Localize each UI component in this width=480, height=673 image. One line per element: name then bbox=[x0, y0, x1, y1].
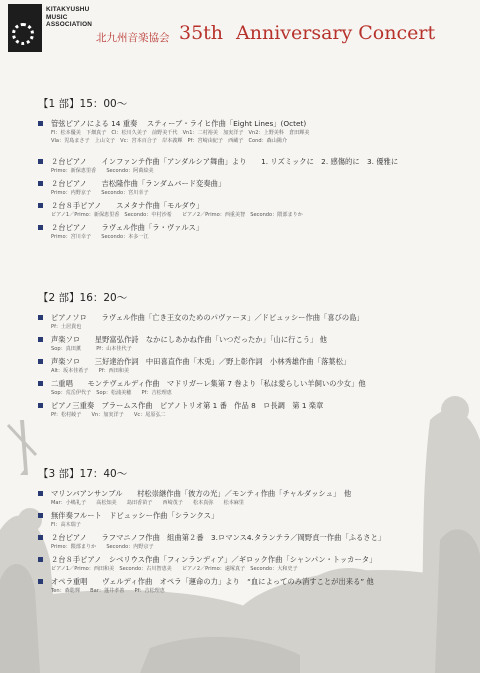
performers: Fl：高木瑞子 bbox=[51, 522, 81, 528]
performers: Vla：児島まさ子 上山文子 Vc：宮本百合子 岸本義輝 Pf：宮崎由紀子 西蔵子 Cond：森山陽介 bbox=[51, 138, 288, 144]
performers: Alt：坂本佳希子 Pf：西田和美 bbox=[51, 368, 129, 374]
program-item bbox=[38, 533, 478, 551]
program-title: オペラ重唱 ヴェルディ作曲 オペラ「運命の力」より “血によってのみ消すことが出来る” 他 bbox=[51, 577, 374, 586]
concert-title: Anniversary Concert bbox=[236, 22, 436, 44]
bullet-square bbox=[38, 121, 43, 126]
part-heading: 【2 部】16：20～ bbox=[38, 292, 128, 304]
part-heading: 【1 部】15：00～ bbox=[38, 98, 128, 110]
part-1-section bbox=[38, 96, 478, 245]
bullet-square bbox=[38, 225, 43, 230]
gear-icon bbox=[12, 23, 34, 45]
association-logo bbox=[8, 4, 93, 58]
performers: ピアノ1／Primo：新保恵里香 Secondo：中村沙希 ピアノ2／Primo：西重美智 Secondo：隈部まりか bbox=[51, 212, 303, 218]
program-title: ピアノソロ ラヴェル作曲「亡き王女のためのパヴァーヌ」／ドビュッシー作曲「喜びの島」 bbox=[51, 313, 364, 322]
program-item bbox=[38, 555, 478, 573]
performers: Primo：宮川幸子 Secondo：本多一江 bbox=[51, 234, 149, 240]
bullet-square bbox=[38, 159, 43, 164]
performers: Primo：隈部まりか Secondo：内野京子 bbox=[51, 544, 154, 550]
program-title: 無伴奏フルート ドビュッシー作曲「シランクス」 bbox=[51, 511, 219, 520]
part-3-section bbox=[38, 466, 478, 599]
program-title: 管弦ピアノによる 14 重奏 スティーブ・ライヒ作曲「Eight Lines」(Octet) bbox=[51, 119, 307, 128]
program-item bbox=[38, 489, 478, 507]
performers: Ten：森聡輝 Bar：蓬井孝善 Pf：吉松理恵 bbox=[51, 588, 165, 594]
performers: Pf：土居貴也 bbox=[51, 324, 82, 330]
bullet-square bbox=[38, 535, 43, 540]
bullet-square bbox=[38, 315, 43, 320]
logo-text: KITAKYUSHU MUSIC ASSOCIATION bbox=[46, 6, 93, 29]
bullet-square bbox=[38, 579, 43, 584]
program-item bbox=[38, 119, 478, 145]
performers: Sop：荒岳伊代子 Sop：松浦美穂 Pf：吉松理恵 bbox=[51, 390, 172, 396]
bullet-square bbox=[38, 513, 43, 518]
program-title: ２台ピアノ インファンテ作曲「アンダルシア舞曲」より 1. リズミックに 2. 感傷的に 3. 優雅に bbox=[51, 157, 399, 166]
program-item bbox=[38, 223, 478, 241]
bullet-square bbox=[38, 359, 43, 364]
logo-mark bbox=[8, 4, 42, 52]
bullet-square bbox=[38, 557, 43, 562]
organizer-name: 北九州音楽協会 bbox=[96, 32, 170, 44]
bullet-square bbox=[38, 181, 43, 186]
bullet-square bbox=[38, 337, 43, 342]
performers: Mar：小嶋礼子 高松知美 島田香苗子 西崎茂子 松本真弥 松本麻里 bbox=[51, 500, 244, 506]
program-title: 声楽ソロ 星野富弘作詩 なかにしあかね作曲「いつだったか」「山に行こう」 他 bbox=[51, 335, 327, 344]
program-item bbox=[38, 379, 478, 397]
program-item bbox=[38, 335, 478, 353]
performers: Fl：松本優美 下畑真子 Cl：松川久美子 前野美千代 Vn1：二村裕美 加実洋子 Vn2：上野美科 倉田輝美 bbox=[51, 130, 310, 136]
bullet-square bbox=[38, 403, 43, 408]
program-item bbox=[38, 357, 478, 375]
part-heading: 【3 部】17：40～ bbox=[38, 468, 128, 480]
anniversary-number: 35th bbox=[179, 22, 224, 44]
program-title: ２台８手ピアノ スメタナ作曲「モルダウ」 bbox=[51, 201, 204, 210]
program-title: 声楽ソロ 三好達治作詞 中田喜直作曲「木兎」／野上彰作詞 小林秀雄作曲「落葉松」 bbox=[51, 357, 351, 366]
program-item bbox=[38, 179, 478, 197]
performers: Sop：真田薫 Pf：山本佳代子 bbox=[51, 346, 132, 352]
program-item bbox=[38, 201, 478, 219]
performers: Primo：新保恵里香 Secondo：阿萬絵美 bbox=[51, 168, 154, 174]
performers: Pf：松村綾子 Vn：加実洋子 Vc：尾原弘二 bbox=[51, 412, 166, 418]
program-item bbox=[38, 577, 478, 595]
program-title: ２台ピアノ ラヴェル作曲「ラ・ヴァルス」 bbox=[51, 223, 204, 232]
program-title: ピアノ三重奏 ブラームス作曲 ピアノトリオ第 1 番 作品 8 ロ長調 第 1 楽章 bbox=[51, 401, 324, 410]
program-item bbox=[38, 157, 478, 175]
program-title: ２台ピアノ 吉松隆作曲「ランダムバード変奏曲」 bbox=[51, 179, 226, 188]
program-item bbox=[38, 313, 478, 331]
bullet-square bbox=[38, 203, 43, 208]
program-title: ２台ピアノ ラフマニノフ作曲 組曲第２番 3.ロマンス4.タランテラ／岡野貞一作曲「ふるさと」 bbox=[51, 533, 386, 542]
performers: ピアノ1／Primo：西田和美 Secondo：古川智恵美 ピアノ2／Primo：遠塚真子 Secondo：大和史子 bbox=[51, 566, 298, 572]
program-item bbox=[38, 401, 478, 419]
bullet-square bbox=[38, 381, 43, 386]
program-title: マリンバアンサンブル 村松崇継作曲「彼方の光」／モンティ作曲「チャルダッシュ」 他 bbox=[51, 489, 352, 498]
program-item bbox=[38, 511, 478, 529]
bullet-square bbox=[38, 491, 43, 496]
program-title: 二重唱 モンテヴェルディ作曲 マドリガーレ集第 7 巻より「私は愛らしい羊飼いの少女」他 bbox=[51, 379, 366, 388]
part-2-section bbox=[38, 290, 478, 423]
performers: Primo：内野京子 Secondo：宮川幸子 bbox=[51, 190, 149, 196]
program-title: ２台８手ピアノ シベリウス作曲「フィンランディア」／ギロック作曲「シャンパン・トッカータ」 bbox=[51, 555, 377, 564]
